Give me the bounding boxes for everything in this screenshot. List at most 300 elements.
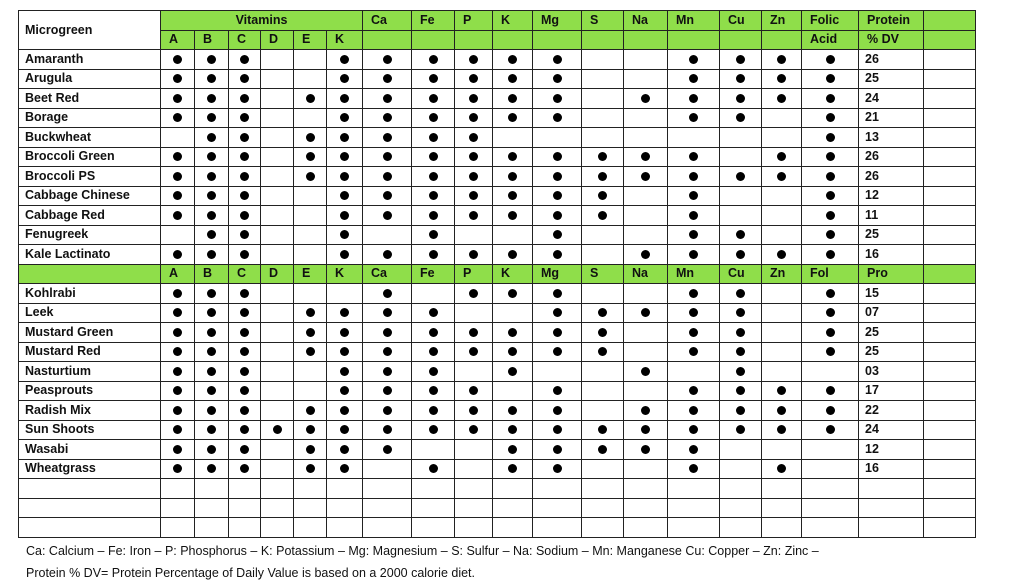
table-cell-extra (924, 420, 976, 440)
protein-value: 07 (859, 303, 924, 323)
dot-marker (429, 94, 438, 103)
header-mineral-blank (762, 30, 802, 50)
dot-marker (240, 191, 249, 200)
dot-marker (777, 94, 786, 103)
dot-marker (429, 367, 438, 376)
table-cell (363, 167, 412, 187)
dot-marker (429, 133, 438, 142)
dot-marker (469, 172, 478, 181)
empty-cell (294, 498, 327, 518)
dot-marker (508, 445, 517, 454)
table-cell (582, 381, 624, 401)
header-mineral-s: S (582, 11, 624, 31)
dot-marker (469, 250, 478, 259)
table-cell (261, 362, 294, 382)
table-cell (161, 69, 195, 89)
header-protein: Protein (859, 11, 924, 31)
dot-marker (306, 406, 315, 415)
table-cell (363, 147, 412, 167)
table-cell (261, 147, 294, 167)
table-cell (261, 459, 294, 479)
table-cell (624, 440, 668, 460)
table-cell (493, 459, 533, 479)
table-cell (582, 225, 624, 245)
table-cell (161, 440, 195, 460)
table-cell (493, 362, 533, 382)
dot-marker (598, 347, 607, 356)
empty-cell (229, 498, 261, 518)
table-cell (229, 303, 261, 323)
header-mid-ca: Ca (363, 264, 412, 284)
table-cell (261, 303, 294, 323)
table-cell (195, 186, 229, 206)
dot-marker (826, 308, 835, 317)
header-vitamin-d: D (261, 30, 294, 50)
microgreen-name: Buckwheat (19, 128, 161, 148)
empty-cell (802, 479, 859, 499)
empty-cell (802, 518, 859, 538)
table-row (19, 108, 976, 128)
table-cell (668, 401, 720, 421)
microgreen-nutrition-table (18, 10, 976, 538)
empty-cell (924, 518, 976, 538)
dot-marker (689, 113, 698, 122)
dot-marker (207, 250, 216, 259)
table-cell (802, 459, 859, 479)
empty-cell (412, 518, 455, 538)
table-cell (533, 284, 582, 304)
dot-marker (240, 230, 249, 239)
dot-marker (826, 191, 835, 200)
table-cell (668, 167, 720, 187)
table-cell (161, 362, 195, 382)
dot-marker (383, 250, 392, 259)
table-cell (455, 69, 493, 89)
dot-marker (340, 211, 349, 220)
table-cell (582, 440, 624, 460)
header-mineral-blank (412, 30, 455, 50)
empty-cell (924, 479, 976, 499)
table-cell (668, 69, 720, 89)
legend-line-2: Protein % DV= Protein Percentage of Daily Value is based on a 2000 calorie diet. (26, 566, 475, 580)
table-cell (261, 206, 294, 226)
empty-cell (493, 518, 533, 538)
dot-marker (469, 406, 478, 415)
table-cell (363, 225, 412, 245)
table-cell-extra (924, 459, 976, 479)
dot-marker (240, 406, 249, 415)
table-cell (533, 89, 582, 109)
table-row (19, 284, 976, 304)
table-cell (720, 323, 762, 343)
table-cell (582, 69, 624, 89)
dot-marker (173, 464, 182, 473)
dot-marker (340, 230, 349, 239)
dot-marker (641, 308, 650, 317)
table-cell (533, 342, 582, 362)
dot-marker (173, 328, 182, 337)
table-row (19, 128, 976, 148)
table-cell (412, 206, 455, 226)
table-cell (762, 401, 802, 421)
dot-marker (689, 211, 698, 220)
dot-marker (383, 172, 392, 181)
microgreen-name: Leek (19, 303, 161, 323)
table-cell-extra (924, 362, 976, 382)
protein-value: 25 (859, 342, 924, 362)
dot-marker (340, 113, 349, 122)
microgreen-name: Radish Mix (19, 401, 161, 421)
table-cell (762, 50, 802, 70)
table-cell (229, 128, 261, 148)
table-cell (412, 245, 455, 265)
table-cell (533, 245, 582, 265)
dot-marker (429, 113, 438, 122)
dot-marker (306, 425, 315, 434)
dot-marker (173, 113, 182, 122)
table-cell (493, 303, 533, 323)
table-cell (802, 186, 859, 206)
table-cell (720, 420, 762, 440)
protein-value: 24 (859, 89, 924, 109)
dot-marker (553, 152, 562, 161)
dot-marker (508, 425, 517, 434)
dot-marker (173, 308, 182, 317)
empty-cell (720, 518, 762, 538)
header-row-top (19, 11, 976, 31)
table-cell (455, 342, 493, 362)
header-mineral-blank (582, 30, 624, 50)
dot-marker (508, 328, 517, 337)
table-cell (229, 401, 261, 421)
empty-cell (161, 479, 195, 499)
table-cell (762, 69, 802, 89)
table-cell (161, 401, 195, 421)
dot-marker (383, 133, 392, 142)
header-protein-dv: % DV (859, 30, 924, 50)
microgreen-name: Beet Red (19, 89, 161, 109)
dot-marker (340, 55, 349, 64)
table-cell (720, 284, 762, 304)
table-cell (229, 323, 261, 343)
empty-row (19, 518, 976, 538)
empty-cell (363, 479, 412, 499)
table-cell (668, 303, 720, 323)
header-mineral-fe: Fe (412, 11, 455, 31)
dot-marker (826, 133, 835, 142)
dot-marker (826, 94, 835, 103)
table-cell (624, 303, 668, 323)
table-cell (624, 323, 668, 343)
dot-marker (240, 289, 249, 298)
table-cell (294, 50, 327, 70)
table-cell (294, 128, 327, 148)
dot-marker (429, 308, 438, 317)
table-row (19, 50, 976, 70)
table-cell (720, 440, 762, 460)
header-mineral-blank (455, 30, 493, 50)
table-cell (802, 381, 859, 401)
dot-marker (736, 367, 745, 376)
empty-cell (493, 479, 533, 499)
header-mid-mg: Mg (533, 264, 582, 284)
table-cell (668, 362, 720, 382)
table-cell (195, 342, 229, 362)
dot-marker (429, 191, 438, 200)
table-cell (363, 186, 412, 206)
table-cell-extra (924, 128, 976, 148)
table-row (19, 225, 976, 245)
table-cell (582, 128, 624, 148)
table-cell (327, 50, 363, 70)
dot-marker (173, 94, 182, 103)
table-cell (412, 381, 455, 401)
dot-marker (383, 445, 392, 454)
table-cell (161, 128, 195, 148)
table-cell (229, 342, 261, 362)
table-cell (294, 420, 327, 440)
microgreen-name: Mustard Green (19, 323, 161, 343)
table-cell (229, 284, 261, 304)
microgreen-name: Arugula (19, 69, 161, 89)
table-cell (327, 147, 363, 167)
table-cell (533, 206, 582, 226)
table-cell (161, 303, 195, 323)
table-cell (624, 147, 668, 167)
dot-marker (553, 347, 562, 356)
header-mineral-mn: Mn (668, 11, 720, 31)
table-cell-extra (924, 225, 976, 245)
table-cell (720, 245, 762, 265)
dot-marker (173, 386, 182, 395)
dot-marker (736, 55, 745, 64)
dot-marker (207, 211, 216, 220)
empty-row (19, 479, 976, 499)
table-cell (412, 186, 455, 206)
empty-cell (412, 479, 455, 499)
dot-marker (736, 113, 745, 122)
dot-marker (689, 191, 698, 200)
table-cell (327, 420, 363, 440)
table-cell-extra (924, 401, 976, 421)
dot-marker (306, 152, 315, 161)
microgreen-name: Nasturtium (19, 362, 161, 382)
microgreen-name: Peasprouts (19, 381, 161, 401)
empty-cell (229, 479, 261, 499)
dot-marker (689, 94, 698, 103)
table-cell (363, 284, 412, 304)
table-cell-extra (924, 186, 976, 206)
table-cell (668, 186, 720, 206)
table-cell (327, 401, 363, 421)
header-mineral-ca: Ca (363, 11, 412, 31)
microgreen-name: Fenugreek (19, 225, 161, 245)
dot-marker (383, 328, 392, 337)
dot-marker (469, 191, 478, 200)
dot-marker (598, 328, 607, 337)
dot-marker (689, 308, 698, 317)
table-cell (493, 186, 533, 206)
table-cell (195, 108, 229, 128)
table-cell (802, 128, 859, 148)
empty-cell (533, 498, 582, 518)
dot-marker (689, 172, 698, 181)
empty-cell (19, 498, 161, 518)
table-cell (261, 245, 294, 265)
table-cell (455, 167, 493, 187)
dot-marker (689, 425, 698, 434)
dot-marker (207, 464, 216, 473)
microgreen-name: Borage (19, 108, 161, 128)
dot-marker (777, 386, 786, 395)
table-cell (412, 440, 455, 460)
table-cell (720, 225, 762, 245)
table-cell (327, 69, 363, 89)
table-cell (762, 440, 802, 460)
table-cell (363, 323, 412, 343)
dot-marker (641, 425, 650, 434)
table-cell (762, 206, 802, 226)
dot-marker (689, 55, 698, 64)
dot-marker (383, 367, 392, 376)
table-cell (533, 128, 582, 148)
header-folic-acid: Acid (802, 30, 859, 50)
dot-marker (508, 94, 517, 103)
dot-marker (429, 250, 438, 259)
empty-cell (762, 498, 802, 518)
dot-marker (469, 386, 478, 395)
protein-value: 12 (859, 186, 924, 206)
dot-marker (207, 367, 216, 376)
dot-marker (207, 55, 216, 64)
dot-marker (383, 289, 392, 298)
empty-cell (19, 479, 161, 499)
dot-marker (383, 386, 392, 395)
table-cell (582, 206, 624, 226)
header-mid-s: S (582, 264, 624, 284)
empty-cell (668, 518, 720, 538)
dot-marker (240, 133, 249, 142)
table-cell (412, 420, 455, 440)
table-cell (624, 69, 668, 89)
dot-marker (207, 172, 216, 181)
table-cell (762, 167, 802, 187)
header-mid-k: K (327, 264, 363, 284)
table-cell (229, 225, 261, 245)
protein-value: 03 (859, 362, 924, 382)
table-cell (668, 420, 720, 440)
header-mineral-blank (720, 30, 762, 50)
dot-marker (429, 152, 438, 161)
dot-marker (240, 152, 249, 161)
dot-marker (826, 328, 835, 337)
table-cell (624, 186, 668, 206)
table-cell (762, 147, 802, 167)
table-cell (668, 128, 720, 148)
dot-marker (508, 113, 517, 122)
table-cell (762, 245, 802, 265)
dot-marker (340, 367, 349, 376)
dot-marker (689, 445, 698, 454)
table-cell (195, 245, 229, 265)
dot-marker (777, 406, 786, 415)
dot-marker (777, 152, 786, 161)
table-cell (195, 167, 229, 187)
header-extra (924, 30, 976, 50)
table-cell (195, 420, 229, 440)
table-cell (327, 225, 363, 245)
table-cell (294, 245, 327, 265)
dot-marker (340, 152, 349, 161)
protein-value: 15 (859, 284, 924, 304)
header-vitamin-k: K (327, 30, 363, 50)
table-cell (668, 50, 720, 70)
protein-value: 25 (859, 323, 924, 343)
header-mineral-k: K (493, 11, 533, 31)
table-cell (294, 167, 327, 187)
table-cell (533, 381, 582, 401)
table-cell (363, 50, 412, 70)
table-cell (161, 420, 195, 440)
dot-marker (429, 74, 438, 83)
table-cell (582, 303, 624, 323)
protein-value: 13 (859, 128, 924, 148)
dot-marker (383, 347, 392, 356)
dot-marker (826, 152, 835, 161)
table-cell (412, 167, 455, 187)
table-cell (229, 420, 261, 440)
table-row (19, 89, 976, 109)
table-row (19, 381, 976, 401)
table-cell (294, 147, 327, 167)
table-cell (161, 323, 195, 343)
table-cell (533, 225, 582, 245)
table-cell-extra (924, 69, 976, 89)
dot-marker (553, 113, 562, 122)
empty-cell (412, 498, 455, 518)
dot-marker (689, 289, 698, 298)
legend (26, 540, 819, 584)
header-mineral-blank (533, 30, 582, 50)
table-cell (493, 147, 533, 167)
empty-cell (294, 518, 327, 538)
dot-marker (689, 152, 698, 161)
table-cell (493, 381, 533, 401)
dot-marker (240, 74, 249, 83)
dot-marker (553, 55, 562, 64)
empty-cell (493, 498, 533, 518)
dot-marker (429, 425, 438, 434)
dot-marker (736, 308, 745, 317)
empty-cell (294, 479, 327, 499)
table-cell (802, 147, 859, 167)
table-cell (802, 245, 859, 265)
table-cell (762, 459, 802, 479)
table-cell (582, 284, 624, 304)
protein-value: 26 (859, 147, 924, 167)
table-cell (261, 167, 294, 187)
table-cell (720, 147, 762, 167)
dot-marker (469, 328, 478, 337)
table-cell (195, 401, 229, 421)
table-cell-extra (924, 284, 976, 304)
table-cell (195, 284, 229, 304)
dot-marker (340, 328, 349, 337)
dot-marker (826, 113, 835, 122)
header-extra (924, 11, 976, 31)
dot-marker (340, 464, 349, 473)
dot-marker (429, 386, 438, 395)
